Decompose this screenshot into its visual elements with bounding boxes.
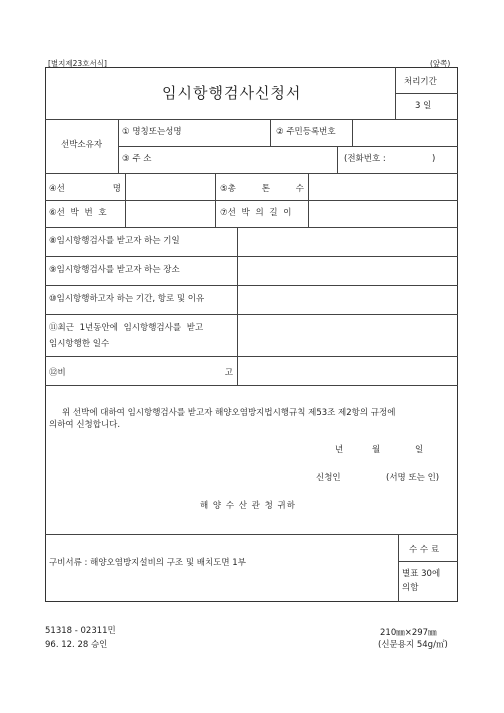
gross-tonnage-field[interactable] — [313, 177, 453, 196]
signature-label: (서명 또는 인) — [386, 473, 440, 483]
processing-period-label: 처리기간 — [404, 77, 437, 87]
registration-number-label: ② 주민등록번호 — [276, 127, 336, 137]
date-day-label: 일 — [415, 445, 424, 455]
inspection-place-field[interactable] — [242, 260, 453, 281]
divider — [125, 173, 126, 227]
divider — [395, 93, 458, 94]
fee-value-line-2: 의함 — [402, 583, 419, 593]
date-month-label: 월 — [372, 445, 381, 455]
inspection-date-field[interactable] — [242, 231, 453, 252]
divider — [45, 285, 458, 286]
owner-name-label: ① 명칭또는성명 — [122, 127, 182, 137]
registration-number-field[interactable] — [356, 124, 454, 142]
divider — [45, 356, 458, 357]
inspection-place-label: ⑨임시항행검사를 받고자 하는 장소 — [49, 265, 180, 275]
recent-inspection-field[interactable] — [242, 318, 453, 352]
required-documents-text: 구비서류 : 해양오염방지설비의 구조 및 배치도면 1부 — [49, 558, 246, 568]
applicant-field[interactable] — [345, 470, 383, 484]
divider — [308, 173, 309, 227]
phone-field[interactable] — [400, 151, 428, 169]
divider — [118, 146, 458, 147]
remarks-label: ⑫비 고 — [49, 368, 233, 378]
owner-name-field[interactable] — [200, 124, 266, 142]
declaration-line-2: 의하여 신청합니다. — [49, 420, 121, 430]
paper-type: (신문용지 54g/㎡) — [378, 640, 448, 650]
owner-section-label: 선박소유자 — [61, 140, 103, 150]
ship-length-label: ⑦선 박 의 길 이 — [220, 208, 292, 218]
divider — [45, 314, 458, 315]
divider — [395, 67, 396, 119]
paper-size: 210㎜×297㎜ — [380, 628, 437, 638]
divider — [45, 227, 458, 228]
recent-inspection-label-2: 임시항행한 일수 — [49, 339, 110, 349]
recent-inspection-label-1: ⑪최근 1년동안에 임시항행검사를 받고 — [49, 323, 204, 333]
recipient-label: 해 양 수 산 관 청 귀하 — [200, 501, 296, 511]
ship-length-field[interactable] — [313, 204, 453, 223]
fee-value-line-1: 별표 30에 — [402, 569, 441, 579]
divider — [237, 227, 238, 385]
divider — [337, 146, 338, 173]
phone-close-paren: ) — [432, 154, 436, 164]
divider — [45, 385, 458, 386]
form-number: [별지제23호서식] — [48, 59, 107, 68]
divider — [215, 173, 216, 227]
fee-label: 수 수 료 — [409, 545, 440, 555]
divider — [352, 119, 353, 146]
form-title: 임시항행검사신청서 — [162, 84, 302, 102]
divider — [45, 256, 458, 257]
inspection-date-label: ⑧임시항행검사를 받고자 하는 기일 — [49, 236, 180, 246]
gross-tonnage-label: ⑤총 톤 수 — [220, 184, 304, 194]
approval-date: 96. 12. 28 승인 — [45, 640, 108, 650]
page-side-label: (앞쪽) — [430, 59, 451, 68]
ship-number-field[interactable] — [130, 204, 210, 223]
applicant-label: 신청인 — [316, 473, 341, 483]
divider — [45, 119, 458, 120]
date-year-label: 년 — [335, 445, 344, 455]
divider — [45, 173, 458, 174]
divider — [270, 119, 271, 146]
voyage-period-field[interactable] — [242, 289, 453, 310]
divider — [398, 561, 458, 562]
declaration-line-1: 위 선박에 대하여 임시항행검사를 받고자 해양오염방지법시행규칙 제53조 제2항의 규정에 — [62, 408, 396, 418]
remarks-field[interactable] — [242, 360, 453, 381]
divider — [118, 119, 119, 173]
processing-period-value: 3 일 — [415, 101, 432, 111]
ship-name-field[interactable] — [130, 177, 210, 196]
phone-label: (전화번호 : — [344, 154, 386, 164]
divider — [45, 534, 458, 535]
address-label: ③ 주 소 — [122, 154, 152, 164]
ship-number-label: ⑥선 박 번 호 — [49, 208, 107, 218]
divider — [45, 200, 458, 201]
form-code: 51318 - 02311민 — [45, 626, 116, 636]
ship-name-label: ④선 명 — [49, 184, 121, 194]
divider — [398, 534, 399, 602]
address-field[interactable] — [170, 151, 332, 169]
voyage-period-label: ⑩임시항행하고자 하는 기간, 항로 및 이유 — [49, 294, 205, 304]
